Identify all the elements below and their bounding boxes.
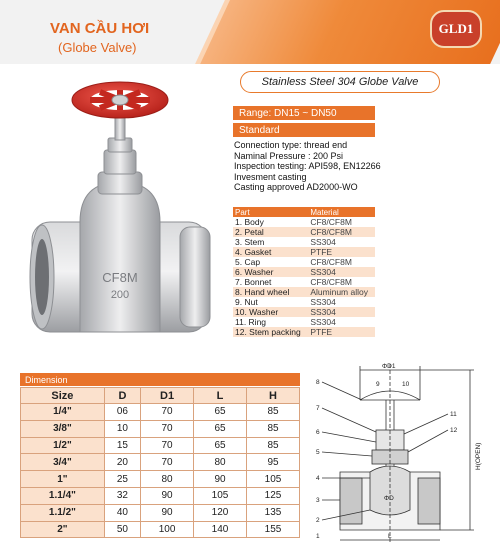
dim-header-d: D (104, 388, 140, 404)
dim-size: 3/4" (21, 454, 105, 471)
valve-packing-nut (104, 150, 136, 174)
dim-h: 85 (247, 437, 300, 454)
callout-12: 12 (450, 427, 458, 434)
part-material: CF8/CF8M (308, 227, 375, 237)
dim-h: 85 (247, 420, 300, 437)
dim-d: 06 (104, 404, 140, 421)
part-material: CF8/CF8M (308, 257, 375, 267)
part-name: 7. Bonnet (233, 277, 308, 287)
part-name: 2. Petal (233, 227, 308, 237)
part-material: PTFE (308, 327, 375, 337)
part-name: 8. Hand wheel (233, 287, 308, 297)
part-name: 4. Gasket (233, 247, 308, 257)
callout-1: 1 (316, 533, 320, 540)
dim-size: 1.1/4" (21, 487, 105, 504)
part-name: 6. Washer (233, 267, 308, 277)
parts-row (233, 287, 375, 297)
callout-2: 2 (316, 517, 320, 524)
dim-h: 85 (247, 404, 300, 421)
dim-d: 32 (104, 487, 140, 504)
dim-h: 155 (247, 521, 300, 538)
handwheel-hub (112, 95, 128, 105)
dim-row (21, 404, 300, 421)
parts-header-material: Material (308, 207, 375, 217)
dim-d: 10 (104, 420, 140, 437)
globe-valve-illustration (20, 72, 230, 342)
model-badge: GLD1 (430, 10, 482, 48)
part-material: SS304 (308, 297, 375, 307)
valve-inlet-bore (35, 239, 49, 315)
dim-d1: 70 (141, 404, 194, 421)
parts-row (233, 257, 375, 267)
dim-d1: 70 (141, 437, 194, 454)
dim-d: 40 (104, 504, 140, 521)
dim-d: 20 (104, 454, 140, 471)
dim-row (21, 487, 300, 504)
parts-row (233, 317, 375, 327)
dim-header-d1: D1 (141, 388, 194, 404)
dim-row (21, 471, 300, 488)
dim-h: 135 (247, 504, 300, 521)
drawing-label-d1: ΦD1 (382, 363, 396, 370)
spec-line: Inspection testing: API598, EN12266 (234, 161, 381, 171)
dim-size: 2" (21, 521, 105, 538)
part-material: CF8/CF8M (308, 277, 375, 287)
valve-bonnet-body (80, 182, 160, 332)
part-material: SS304 (308, 317, 375, 327)
part-name: 11. Ring (233, 317, 308, 327)
dim-row (21, 420, 300, 437)
part-material: SS304 (308, 307, 375, 317)
parts-row (233, 277, 375, 287)
spec-list (234, 140, 381, 193)
parts-table (233, 207, 375, 337)
callout-5: 5 (316, 449, 320, 456)
part-name: 1. Body (233, 217, 308, 227)
part-material: SS304 (308, 267, 375, 277)
dim-header-h: H (247, 388, 300, 404)
parts-row (233, 247, 375, 257)
header-banner (0, 0, 500, 64)
dim-header-size: Size (21, 388, 105, 404)
dim-size: 1/4" (21, 404, 105, 421)
parts-row (233, 327, 375, 337)
dim-l: 140 (194, 521, 247, 538)
part-name: 12. Stem packing (233, 327, 308, 337)
dim-d1: 100 (141, 521, 194, 538)
parts-row (233, 307, 375, 317)
parts-row (233, 267, 375, 277)
spec-line: Naminal Pressure : 200 Psi (234, 150, 344, 161)
part-name: 10. Washer (233, 307, 308, 317)
callout-9: 9 (376, 381, 380, 388)
range-bar: Range: DN15 ~ DN50 (233, 106, 375, 120)
valve-outlet-end (180, 227, 210, 327)
dim-l: 65 (194, 437, 247, 454)
parts-row (233, 227, 375, 237)
drawing-label-l: L (388, 533, 392, 540)
dim-h: 125 (247, 487, 300, 504)
parts-row (233, 297, 375, 307)
title-vietnamese: VAN CẦU HƠI (50, 20, 150, 37)
dim-d1: 70 (141, 454, 194, 471)
dimension-title: Dimension (20, 373, 300, 386)
dim-l: 120 (194, 504, 247, 521)
dimension-table (20, 387, 300, 538)
title-english: (Globe Valve) (58, 40, 137, 55)
parts-row (233, 237, 375, 247)
dim-l: 80 (194, 454, 247, 471)
dim-row (21, 521, 300, 538)
dim-d1: 90 (141, 487, 194, 504)
dim-row (21, 454, 300, 471)
standard-bar: Standard (233, 123, 375, 137)
dim-row (21, 437, 300, 454)
part-name: 5. Cap (233, 257, 308, 267)
part-material: Aluminum alloy (308, 287, 375, 297)
dim-l: 90 (194, 471, 247, 488)
dim-d1: 70 (141, 420, 194, 437)
part-material: SS304 (308, 237, 375, 247)
dim-d: 50 (104, 521, 140, 538)
dim-size: 1" (21, 471, 105, 488)
technical-drawing (310, 360, 500, 546)
part-material: CF8/CF8M (308, 217, 375, 227)
valve-marking-material: CF8M (102, 270, 138, 285)
dim-size: 3/8" (21, 420, 105, 437)
part-name: 3. Stem (233, 237, 308, 247)
valve-marking-pressure: 200 (110, 289, 130, 301)
parts-header-part: Part (233, 207, 308, 217)
dim-l: 65 (194, 420, 247, 437)
dim-h: 105 (247, 471, 300, 488)
dim-row (21, 504, 300, 521)
callout-7: 7 (316, 405, 320, 412)
spec-line: Invesment casting (234, 171, 307, 182)
callout-10: 10 (402, 381, 410, 388)
dim-d1: 90 (141, 504, 194, 521)
dim-size: 1/2" (21, 437, 105, 454)
drawing-label-d: ΦD (384, 495, 394, 502)
dim-d: 25 (104, 471, 140, 488)
dim-header-l: L (194, 388, 247, 404)
spec-line: Connection type: thread end (234, 140, 348, 150)
dim-l: 65 (194, 404, 247, 421)
callout-11: 11 (450, 411, 457, 418)
parts-row (233, 217, 375, 227)
valve-bonnet (98, 172, 142, 194)
callout-6: 6 (316, 429, 320, 436)
dim-h: 95 (247, 454, 300, 471)
dim-size: 1.1/2" (21, 504, 105, 521)
drawing-label-h: H(OPEN) (475, 442, 482, 470)
dim-d1: 80 (141, 471, 194, 488)
part-name: 9. Nut (233, 297, 308, 307)
part-material: PTFE (308, 247, 375, 257)
callout-8: 8 (316, 379, 320, 386)
dim-l: 105 (194, 487, 247, 504)
dim-d: 15 (104, 437, 140, 454)
callout-4: 4 (316, 475, 320, 482)
product-name: Stainless Steel 304 Globe Valve (240, 71, 440, 93)
callout-3: 3 (316, 497, 320, 504)
spec-line: Casting approved AD2000-WO (234, 182, 358, 192)
